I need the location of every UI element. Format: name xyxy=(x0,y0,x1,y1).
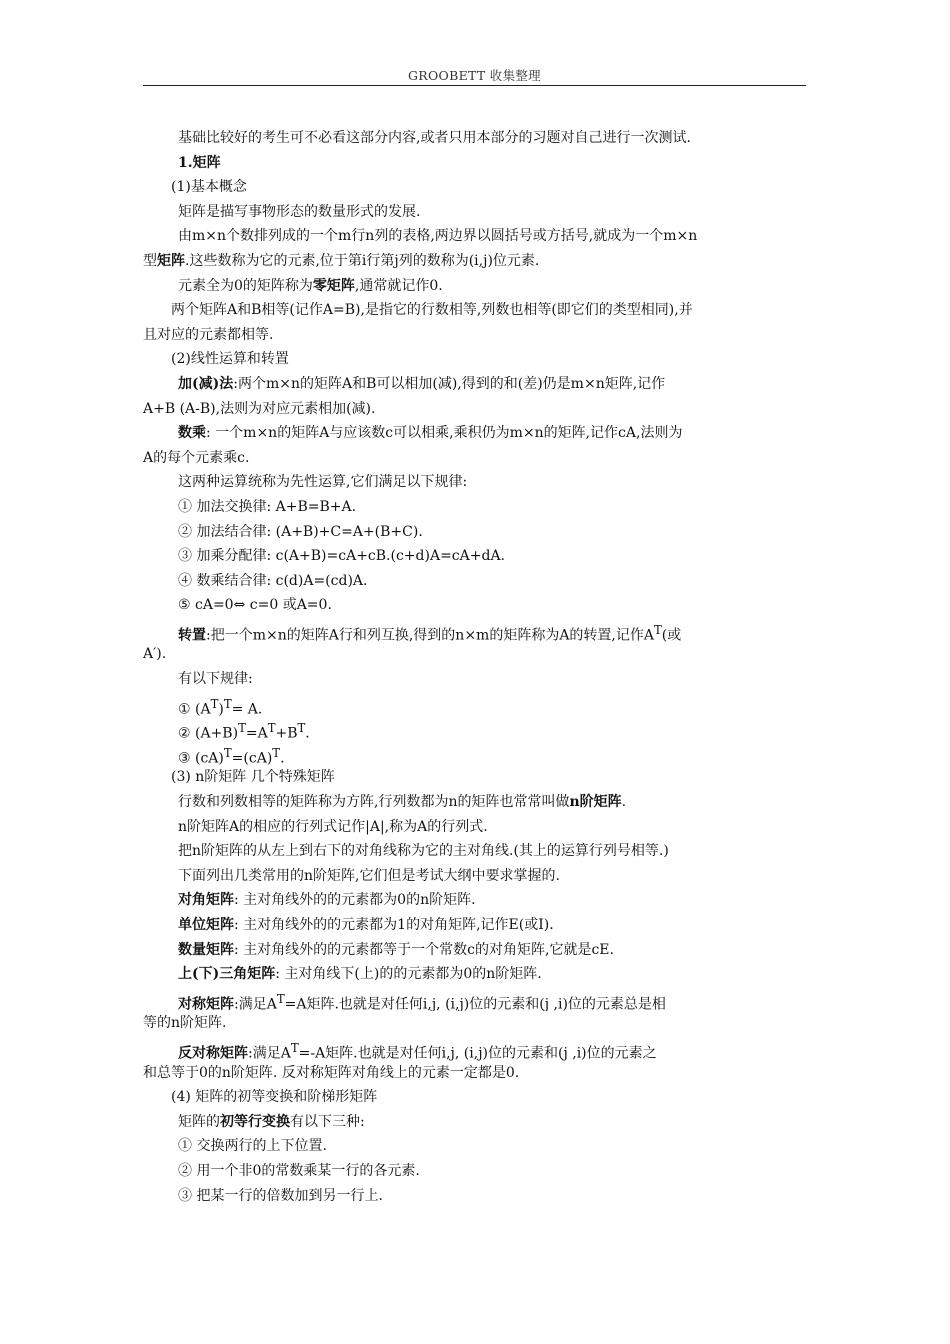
paragraph-square-matrix: 行数和列数相等的矩阵称为方阵,行列数都为n的矩阵也常常叫做n阶矩阵. xyxy=(178,794,627,811)
definition-antisymmetric-line2: 和总等于0的n阶矩阵. 反对称矩阵对角线上的元素一定都是0. xyxy=(143,1064,520,1081)
rule-item: ④ 数乘结合律: c(d)A=(cd)A. xyxy=(178,572,368,589)
paragraph-transpose-line1: 转置:把一个m×n的矩阵A行和列互换,得到的n×m的矩阵称为A的转置,记作$A^T$(或 xyxy=(178,622,682,643)
transpose-rule-item: ② $(A+B)^T=A^T+B^T$. xyxy=(178,721,310,741)
rule-item: ② 加法结合律: (A+B)+C=A+(B+C). xyxy=(178,523,423,540)
paragraph-equality-line1: 两个矩阵A和B相等(记作A=B),是指它的行数相等,列数也相等(即它们的类型相同),并 xyxy=(171,302,693,319)
paragraph-rules-intro: 这两种运算统称为先性运算,它们满足以下规律: xyxy=(178,474,468,491)
header-divider xyxy=(143,85,806,86)
paragraph-transpose-line2: A′). xyxy=(143,646,167,663)
paragraph-common-types: 下面列出几类常用的n阶矩阵,它们但是考试大纲中要求掌握的. xyxy=(178,867,560,884)
definition-scalar: 数量矩阵: 主对角线外的的元素都等于一个常数c的对角矩阵,它就是cE. xyxy=(178,941,614,958)
paragraph-addition-line2: A+B (A-B),法则为对应元素相加(减). xyxy=(143,400,376,417)
page-header: GROOBETT 收集整理 xyxy=(408,68,541,83)
paragraph-determinant: n阶矩阵A的相应的行列式记作|A|,称为A的行列式. xyxy=(178,818,488,835)
intro-paragraph: 基础比较好的考生可不必看这部分内容,或者只用本部分的习题对自己进行一次测试. xyxy=(178,130,691,146)
definition-diagonal: 对角矩阵: 主对角线外的的元素都为0的n阶矩阵. xyxy=(178,892,476,909)
rule-item: ③ 加乘分配律: c(A+B)=cA+cB.(c+d)A=cA+dA. xyxy=(178,548,506,565)
paragraph-scalar-mul-line1: 数乘: 一个m×n的矩阵A与应该数c可以相乘,乘积仍为m×n的矩阵,记作cA,法则为 xyxy=(178,425,683,442)
definition-symmetric-line2: 等的n阶矩阵. xyxy=(143,1015,227,1032)
paragraph-transpose-rules-intro: 有以下规律: xyxy=(178,671,253,688)
section-title-matrix: 1.矩阵 xyxy=(178,154,221,171)
document-body xyxy=(143,126,806,1208)
transpose-rule-item: ① $(A^T)^T= A$. xyxy=(178,696,263,717)
elementary-op-item: ② 用一个非0的常数乘某一行的各元素. xyxy=(178,1162,420,1179)
definition-identity: 单位矩阵: 主对角线外的的元素都为1的对角矩阵,记作E(或I). xyxy=(178,917,554,933)
paragraph-equality-line2: 且对应的元素都相等. xyxy=(143,326,274,343)
subsection-linear-ops: (2)线性运算和转置 xyxy=(171,351,289,368)
elementary-op-item: ① 交换两行的上下位置. xyxy=(178,1138,327,1155)
subsection-basic-concepts: (1)基本概念 xyxy=(171,179,247,196)
paragraph-scalar-mul-line2: A的每个元素乘c. xyxy=(143,449,250,466)
definition-antisymmetric-line1: 反对称矩阵:满足$A^T=-A$矩阵.也就是对任何i,j, (i,j)位的元素和(j ,i)位的元素之 xyxy=(178,1040,657,1061)
definition-triangular: 上(下)三角矩阵: 主对角线下(上)的的元素都为0的n阶矩阵. xyxy=(178,966,542,983)
definition-symmetric-line1: 对称矩阵:满足$A^T=A$矩阵.也就是对任何i,j, (i,j)位的元素和(j ,i)位的元素总是相 xyxy=(178,991,666,1012)
subsection-special-matrices: (3) n阶矩阵 几个特殊矩阵 xyxy=(171,769,335,786)
rule-item: ⑤ cA=0⇔ c=0 或A=0. xyxy=(178,597,332,614)
subsection-elementary-transforms: (4) 矩阵的初等变换和阶梯形矩阵 xyxy=(171,1089,378,1106)
paragraph-definition: 矩阵是描写事物形态的数量形式的发展. xyxy=(178,203,421,220)
paragraph-matrix-line1: 由m×n个数排列成的一个m行n列的表格,两边界以圆括号或方括号,就成为一个m×n xyxy=(178,228,698,245)
elementary-op-item: ③ 把某一行的倍数加到另一行上. xyxy=(178,1187,383,1204)
paragraph-addition-line1: 加(减)法:两个m×n的矩阵A和B可以相加(减),得到的和(差)仍是m×n矩阵,记作 xyxy=(178,375,666,392)
paragraph-matrix-line2: 型矩阵.这些数称为它的元素,位于第i行第j列的数称为(i,j)位元素. xyxy=(143,252,540,269)
transpose-rule-item: ③ (cA)$^T$=(cA)$^T$. xyxy=(178,745,285,766)
paragraph-zero-matrix: 元素全为0的矩阵称为零矩阵,通常就记作0. xyxy=(178,277,443,294)
paragraph-elementary-ops: 矩阵的初等行变换有以下三种: xyxy=(178,1113,365,1130)
paragraph-main-diagonal: 把n阶矩阵的从左上到右下的对角线称为它的主对角线.(其上的运算行列号相等.) xyxy=(178,843,669,860)
rule-item: ① 加法交换律: A+B=B+A. xyxy=(178,498,357,515)
